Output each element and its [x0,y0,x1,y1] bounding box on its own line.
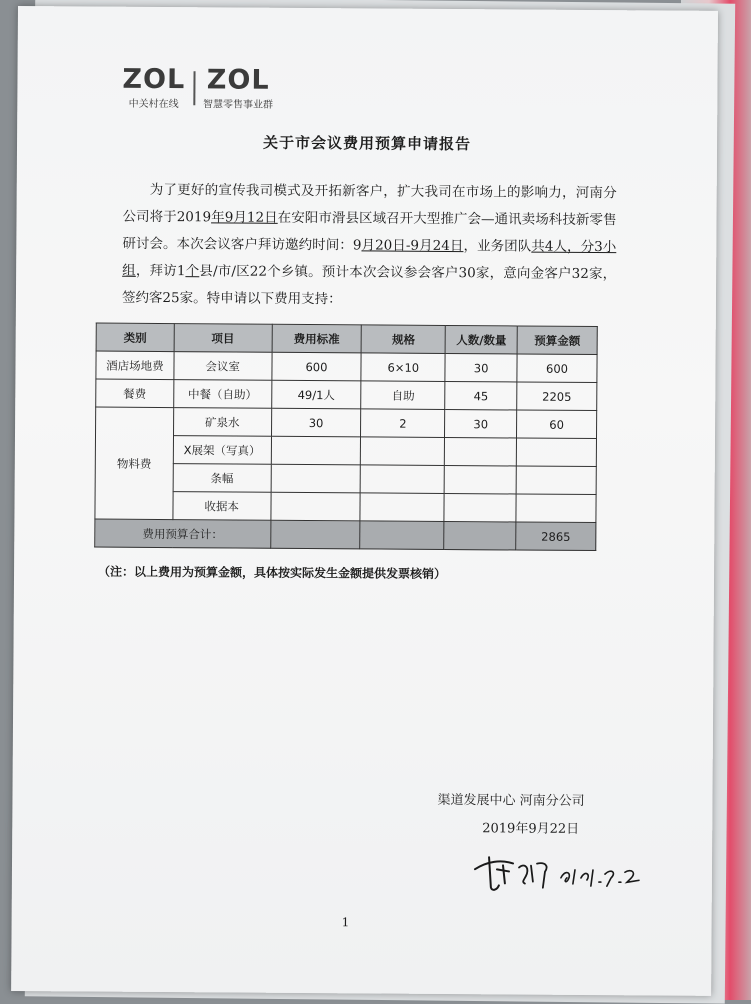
cell-spec [360,493,444,522]
cell-amount: 600 [517,354,597,383]
cell-item: X展架（写真） [173,436,271,465]
body-paragraph [122,177,617,315]
cell-spec: 2 [361,409,445,438]
table-total-row [95,519,596,550]
underlined-team: 共4人，分3小组 [122,238,617,279]
handwritten-signature [467,847,647,898]
body-text-part-3: ，业务团队 [463,238,532,255]
header-spec: 规格 [361,325,445,354]
cell-amount [516,438,596,467]
cell-category: 餐费 [96,379,174,408]
body-text-part-4: ，拜访1 [135,262,186,280]
cell-spec [361,465,445,494]
cell-qty [445,437,517,466]
table-row [96,379,597,410]
cell-amount [516,466,596,495]
zol-logo [122,63,274,116]
zol-logo-mark-right: ZOL [206,64,270,96]
cell-standard [271,436,361,465]
body-paragraph-text [122,177,617,315]
document-title: 关于市会议费用预算申请报告 [262,133,472,154]
cell-spec: 自助 [361,381,445,410]
header-category: 类别 [96,323,174,352]
zol-logo-left [122,63,186,111]
issuing-organization: 渠道发展中心 河南分公司 [437,792,585,809]
issue-date: 2019年9月22日 [482,821,580,837]
cell-qty [444,493,516,522]
cell-spec [361,437,445,466]
total-amount: 2865 [516,522,596,551]
header-qty: 人数/数量 [445,325,517,354]
cell-item: 收据本 [173,492,271,521]
cell-qty: 30 [445,353,517,382]
cell-standard: 49/1人 [271,380,361,409]
total-empty-cell [360,521,444,550]
cell-standard: 600 [271,352,361,381]
zol-logo-subtitle: 中关村在线 [128,98,179,111]
budget-table [94,323,598,551]
underlined-date-range: 月20日-9月24日 [361,237,464,255]
cell-amount: 2205 [517,382,597,411]
cell-category: 酒店场地费 [96,351,174,380]
cell-qty: 45 [445,381,517,410]
cell-spec: 6×10 [361,353,445,382]
header-amount: 预算金额 [517,326,597,355]
cell-standard [271,464,361,493]
cell-amount [516,494,596,523]
table-row [96,407,597,438]
table-row [96,351,597,382]
zol-logo-right [203,64,274,111]
body-text-part-1: 为了更好的宣传我司模式及开拓新客户，扩大我司在市场上的影响力，河南分公司将于2019 [122,181,617,226]
header-item: 项目 [174,324,272,353]
header-standard: 费用标准 [272,324,362,353]
table-header-row [96,323,597,354]
cell-standard [271,492,361,521]
page-number: 1 [341,915,350,930]
cell-item: 条幅 [173,464,271,493]
body-text-part-2: 在安阳市滑县区域召开大型推广会—通讯卖场科技新零售研讨会。本次会议客户拜访邀约时间：9 [122,209,617,254]
cell-qty [444,465,516,494]
cell-item: 矿泉水 [173,408,271,437]
cell-standard: 30 [271,408,361,437]
total-empty-cell [444,521,516,550]
cell-item: 会议室 [174,352,272,381]
zol-logo-subtitle-right: 智慧零售事业群 [203,99,274,111]
underlined-unit: 个 [185,263,200,280]
footnote: （注：以上费用为预算金额，具体按实际发生金额提供发票核销） [98,564,447,582]
underlined-date: 年9月12日 [211,209,278,226]
document-page [11,6,718,996]
total-label: 费用预算合计： [95,519,271,548]
cell-item: 中餐（自助） [174,380,272,409]
cell-qty: 30 [445,409,517,438]
body-text-part-5: 县/市/区22个乡镇。预计本次会议参会客户30家，意向金客户32家，签约客25家。特申请以下费用支持： [121,263,617,308]
cell-category-materials: 物料费 [95,407,174,520]
zol-logo-mark: ZOL [122,63,186,96]
total-empty-cell [270,520,360,549]
cell-amount: 60 [517,410,597,439]
logo-divider [193,71,195,105]
